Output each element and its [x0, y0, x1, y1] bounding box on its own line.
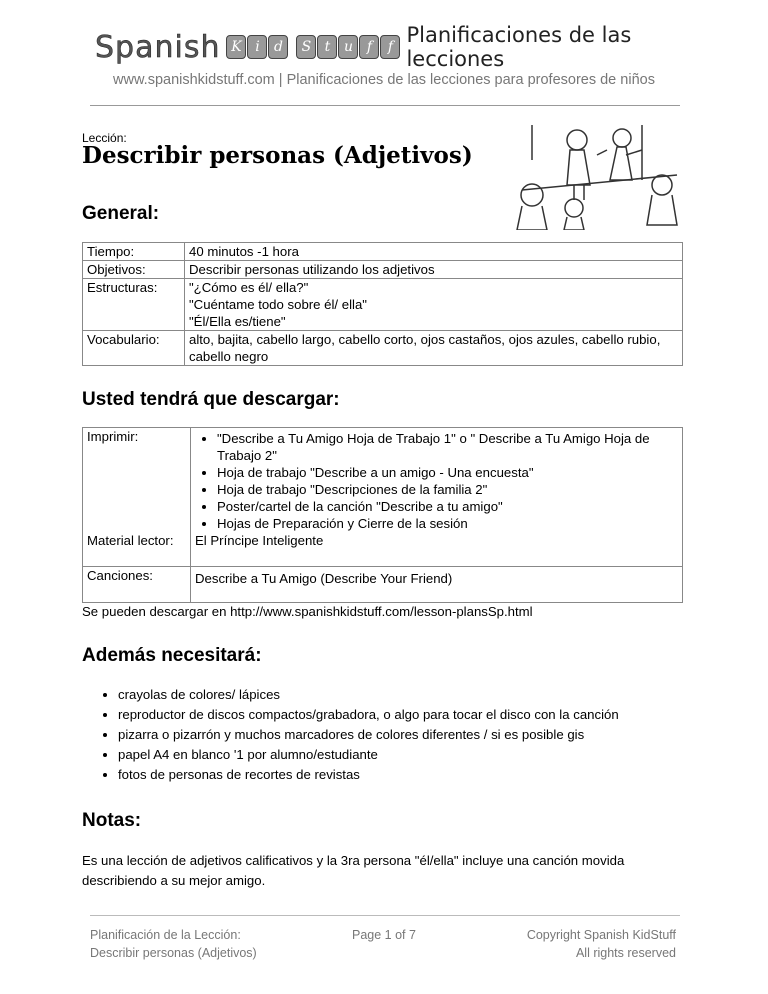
table-row — [83, 261, 683, 279]
logo-text: Spanish — [95, 29, 221, 65]
logo-block: i — [247, 35, 267, 59]
needs-heading: Además necesitará: — [82, 645, 262, 666]
footer-lesson-title: Describir personas (Adjetivos) — [90, 946, 257, 960]
logo-block: u — [338, 35, 358, 59]
logo-block: f — [380, 35, 400, 59]
table-row — [83, 428, 683, 533]
row-value: El Príncipe Inteligente — [191, 532, 683, 567]
download-table — [82, 427, 683, 603]
footer-divider — [90, 915, 680, 916]
row-label: Canciones: — [83, 567, 191, 603]
logo-block: S — [296, 35, 316, 59]
structure-line: "Él/Ella es/tiene" — [189, 314, 286, 329]
row-value: 40 minutos -1 hora — [185, 243, 683, 261]
list-item: • Hoja de trabajo "Descripciones de la familia 2" — [217, 481, 678, 498]
table-row — [83, 279, 683, 331]
list-item: • Hojas de Preparación y Cierre de la sesión — [217, 515, 678, 532]
row-label: Imprimir: — [83, 428, 191, 533]
logo-block: d — [268, 35, 288, 59]
row-label: Material lector: — [83, 532, 191, 567]
list-item: • papel A4 en blanco '1 por alumno/estudiante — [118, 745, 619, 765]
table-row — [83, 567, 683, 603]
lesson-label: Lección: — [82, 131, 127, 145]
rights-reserved: All rights reserved — [575, 946, 676, 960]
list-item: • Hoja de trabajo "Describe a un amigo - Una encuesta" — [217, 464, 678, 481]
row-value — [191, 428, 683, 533]
general-heading: General: — [82, 203, 160, 224]
row-value — [185, 279, 683, 331]
needs-list — [82, 685, 619, 785]
row-label: Vocabulario: — [83, 331, 185, 366]
list-item: • pizarra o pizarrón y muchos marcadores de colores diferentes / si es posible gis — [118, 725, 619, 745]
logo-block: t — [317, 35, 337, 59]
page-title: Describir personas (Adjetivos) — [82, 142, 473, 169]
row-value: Describe a Tu Amigo (Describe Your Friend) — [191, 567, 683, 603]
row-value: alto, bajita, cabello largo, cabello corto, ojos castaños, ojos azules, cabello rubio, cabello negro — [185, 331, 683, 366]
structure-line: "Cuéntame todo sobre él/ ella" — [189, 297, 367, 312]
row-label: Estructuras: — [83, 279, 185, 331]
download-link-text: Se pueden descargar en http://www.spanishkidstuff.com/lesson-plansSp.html — [82, 604, 533, 619]
logo-block: K — [226, 35, 246, 59]
row-label: Objetivos: — [83, 261, 185, 279]
logo-subtitle: Planificaciones de las lecciones — [406, 23, 632, 71]
logo-block: f — [359, 35, 379, 59]
row-label: Tiempo: — [83, 243, 185, 261]
site-logo — [95, 23, 680, 71]
list-item: • Poster/cartel de la canción "Describe a tu amigo" — [217, 498, 678, 515]
structure-line: "¿Cómo es él/ ella?" — [189, 280, 309, 295]
logo-blocks — [226, 35, 400, 59]
notes-heading: Notas: — [82, 810, 142, 831]
footer-right — [527, 926, 676, 962]
header-url-line: www.spanishkidstuff.com | Planificaciones de las lecciones para profesores de niños — [113, 72, 655, 88]
page-number: Page 1 of 7 — [352, 928, 416, 942]
list-item: • reproductor de discos compactos/grabadora, o algo para tocar el disco con la canción — [118, 705, 619, 725]
table-row — [83, 331, 683, 366]
download-heading: Usted tendrá que descargar: — [82, 389, 340, 410]
copyright: Copyright Spanish KidStuff — [526, 928, 676, 942]
notes-text: Es una lección de adjetivos calificativos y la 3ra persona "él/ella" incluye una canción movida describiendo a su mejor amigo. — [82, 853, 625, 888]
header-divider — [90, 105, 680, 106]
table-row — [83, 243, 683, 261]
footer-lesson-label: Planificación de la Lección: — [90, 928, 241, 942]
row-value: Describir personas utilizando los adjetivos — [185, 261, 683, 279]
list-item: • crayolas de colores/ lápices — [118, 685, 619, 705]
table-row — [83, 532, 683, 567]
list-item: • "Describe a Tu Amigo Hoja de Trabajo 1" o " Describe a Tu Amigo Hoja de Trabajo 2" — [217, 430, 678, 464]
general-table — [82, 242, 683, 366]
list-item: • fotos de personas de recortes de revistas — [118, 765, 619, 785]
kids-illustration — [512, 120, 684, 230]
